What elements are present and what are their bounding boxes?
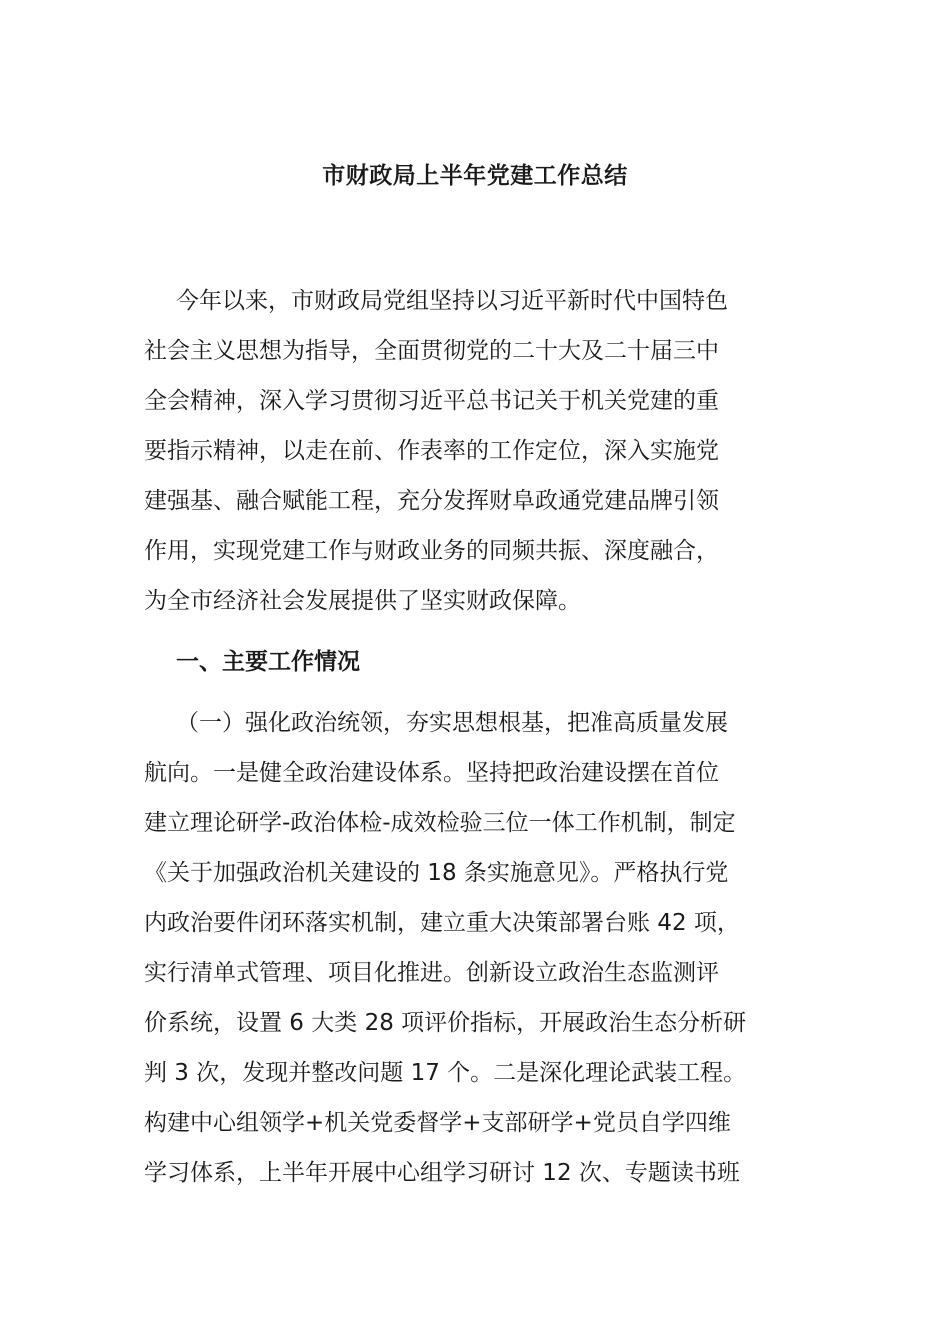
paragraph-line: 今年以来，市财政局党组坚持以习近平新时代中国特色	[176, 288, 728, 314]
paragraph-line: 构建中心组领学+机关党委督学+支部研学+党员自学四维	[144, 1110, 731, 1136]
paragraph-line: 实行清单式管理、项目化推进。创新设立政治生态监测评	[144, 960, 719, 986]
section-heading: 一、主要工作情况	[176, 649, 360, 675]
paragraph-line: 社会主义思想为指导，全面贯彻党的二十大及二十届三中	[144, 338, 719, 364]
paragraph-line: 内政治要件闭环落实机制，建立重大决策部署台账 42 项，	[144, 910, 740, 936]
paragraph-line: 建强基、融合赋能工程，充分发挥财阜政通党建品牌引领	[144, 488, 719, 514]
document-title: 市财政局上半年党建工作总结	[322, 163, 628, 189]
paragraph-line: （一）强化政治统领，夯实思想根基，把准高质量发展	[176, 710, 728, 736]
paragraph-line: 《关于加强政治机关建设的 18 条实施意见》。严格执行党	[144, 860, 729, 886]
paragraph-line: 要指示精神，以走在前、作表率的工作定位，深入实施党	[144, 438, 719, 464]
paragraph-line: 判 3 次，发现并整改问题 17 个。二是深化理论武装工程。	[144, 1060, 747, 1086]
paragraph-line: 学习体系，上半年开展中心组学习研讨 12 次、专题读书班	[144, 1160, 740, 1186]
paragraph-line: 建立理论研学-政治体检-成效检验三位一体工作机制，制定	[144, 810, 736, 836]
paragraph-line: 航向。一是健全政治建设体系。坚持把政治建设摆在首位	[144, 760, 719, 786]
paragraph-line: 为全市经济社会发展提供了坚实财政保障。	[144, 588, 581, 614]
paragraph-line: 价系统，设置 6 大类 28 项评价指标，开展政治生态分析研	[144, 1010, 747, 1036]
paragraph-line: 全会精神，深入学习贯彻习近平总书记关于机关党建的重	[144, 388, 719, 414]
paragraph-line: 作用，实现党建工作与财政业务的同频共振、深度融合，	[144, 538, 719, 564]
